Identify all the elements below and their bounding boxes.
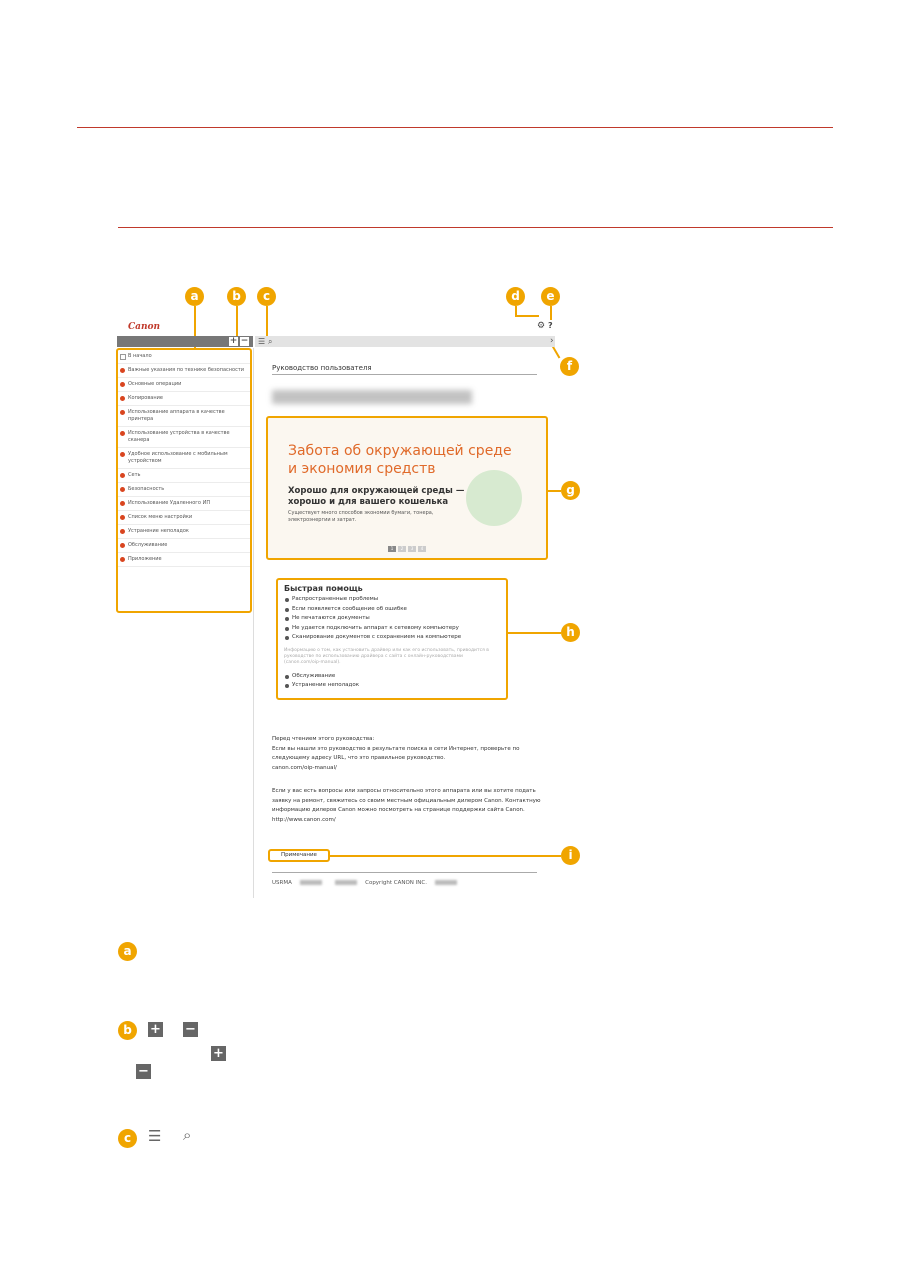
toc-item[interactable]: Важные указания по технике безопасности: [118, 364, 250, 378]
chapter-icon: [120, 396, 125, 401]
toc-item[interactable]: Сеть: [118, 469, 250, 483]
contact-paragraph: [272, 787, 542, 825]
pager-dot[interactable]: 4: [418, 546, 426, 552]
plus-icon: +: [148, 1022, 163, 1037]
minus-icon: −: [183, 1022, 198, 1037]
banner-subhead: Хорошо для окружающей среды — хорошо и для вашего кошелька: [288, 486, 465, 507]
callout-i-line: [330, 855, 561, 857]
intro-line: Перед чтением этого руководства:: [272, 736, 375, 742]
chapter-icon: [120, 452, 125, 457]
legend-callout-b: b: [118, 1021, 137, 1040]
guide-rule: [272, 374, 537, 375]
toc-item[interactable]: Копирование: [118, 392, 250, 406]
chapter-icon: [120, 431, 125, 436]
pager-dot[interactable]: 3: [408, 546, 416, 552]
callout-g: g: [561, 481, 580, 500]
contact-link[interactable]: http://www.canon.com/: [272, 816, 336, 823]
lightbulb-icon: [466, 470, 522, 526]
quick-help-note: Информацию о том, как установить драйвер или как его использовать, приводится в руководстве по использованию драйвера с сайта с онлайн-руководствами (canon.com/oip-manual).: [284, 647, 489, 665]
toc-item[interactable]: Использование Удаленного ИП: [118, 497, 250, 511]
list-icon[interactable]: ☰: [258, 337, 266, 346]
banner-text: Существует много способов экономии бумаги, тонера, электроэнергии и затрат.: [288, 510, 434, 523]
search-icon[interactable]: ⌕: [268, 337, 273, 346]
chapter-icon: [120, 501, 125, 506]
callout-e-line: [550, 306, 552, 320]
minus-icon: −: [136, 1064, 151, 1079]
plus-icon: +: [211, 1046, 226, 1061]
footer-code: USRMA: [272, 880, 292, 886]
chapter-icon: [120, 368, 125, 373]
help-icon[interactable]: ?: [548, 321, 553, 330]
blurred-chip: [300, 880, 322, 885]
quick-help-link[interactable]: Если появляется сообщение об ошибке: [284, 605, 500, 615]
intro-line: Если вы нашли это руководство в результате поиска в сети Интернет, проверьте по следующему адресу URL, что это правильное руководство.: [272, 745, 520, 761]
callout-h: h: [561, 623, 580, 642]
footer-rule: [272, 872, 537, 873]
chapter-icon: [120, 515, 125, 520]
callout-f: f: [560, 357, 579, 376]
banner-headline: Забота об окружающей среде и экономия средств: [288, 443, 512, 477]
legend-callout-c: c: [118, 1129, 137, 1148]
pager-dot[interactable]: 1: [388, 546, 396, 552]
toc-item[interactable]: Использование устройства в качестве сканера: [118, 427, 250, 448]
chapter-icon: [120, 487, 125, 492]
top-rule: [77, 127, 833, 128]
model-name-blurred: [272, 390, 472, 404]
toc-item-home[interactable]: В начало: [118, 350, 250, 364]
toc-item[interactable]: Устранение неполадок: [118, 525, 250, 539]
pager-dot[interactable]: 2: [398, 546, 406, 552]
chapter-icon: [120, 557, 125, 562]
collapse-all-button[interactable]: −: [240, 336, 249, 346]
callout-e: e: [541, 287, 560, 306]
chapter-icon: [120, 529, 125, 534]
quick-help-link[interactable]: Устранение неполадок: [284, 681, 500, 691]
callout-a: a: [185, 287, 204, 306]
gear-icon[interactable]: ⚙: [537, 321, 546, 331]
quick-help-link[interactable]: Не печатаются документы: [284, 614, 500, 624]
quick-help-link[interactable]: Не удается подключить аппарат к сетевому компьютеру: [284, 624, 500, 634]
quick-help-link[interactable]: Распространенные проблемы: [284, 595, 500, 605]
callout-h-line: [508, 632, 561, 634]
expand-all-button[interactable]: +: [229, 336, 238, 346]
toc-item[interactable]: Обслуживание: [118, 539, 250, 553]
search-icon: ⌕: [183, 1126, 192, 1144]
toc-item[interactable]: Приложение: [118, 553, 250, 567]
callout-g-line: [548, 490, 561, 492]
callout-c-line: [266, 306, 268, 336]
contact-text: Если у вас есть вопросы или запросы относительно этого аппарата или вы хотите подать заявку на ремонт, свяжитесь со своим местным официальным дилером Canon. Контактную информацию дилеров Canon можно посмотреть на странице поддержки сайта Canon.: [272, 788, 541, 813]
chapter-icon: [120, 410, 125, 415]
toc-item[interactable]: Использование аппарата в качестве принтера: [118, 406, 250, 427]
intro-paragraph: [272, 735, 542, 773]
topic-banner[interactable]: [266, 416, 548, 560]
toc-item[interactable]: Основные операции: [118, 378, 250, 392]
toc-item[interactable]: Список меню настройки: [118, 511, 250, 525]
chapter-icon: [120, 382, 125, 387]
list-icon: ☰: [148, 1127, 162, 1145]
toc-item[interactable]: Удобное использование с мобильным устройством: [118, 448, 250, 469]
section-rule: [118, 227, 833, 228]
callout-b-line: [236, 306, 238, 336]
table-of-contents: [116, 348, 252, 613]
pane-divider[interactable]: [253, 348, 254, 898]
guide-title: Руководство пользователя: [272, 364, 372, 372]
toc-item[interactable]: Безопасность: [118, 483, 250, 497]
legend-callout-a: a: [118, 942, 137, 961]
quick-help-link[interactable]: Обслуживание: [284, 672, 500, 682]
banner-pager: [388, 546, 426, 552]
callout-i: i: [561, 846, 580, 865]
canon-logo[interactable]: Canon: [128, 322, 161, 332]
quick-help-link[interactable]: Сканирование документов с сохранением на компьютере: [284, 633, 500, 643]
callout-f-line: [552, 345, 561, 358]
chevron-right-icon[interactable]: ›: [550, 336, 554, 346]
intro-link[interactable]: canon.com/oip-manual/: [272, 764, 337, 771]
footer: [272, 880, 463, 886]
chapter-icon: [120, 543, 125, 548]
callout-d: d: [506, 287, 525, 306]
quick-help-title: Быстрая помощь: [284, 584, 363, 593]
content-toolbar: [255, 336, 555, 347]
blurred-chip: [435, 880, 457, 885]
callout-d-hline: [515, 315, 539, 317]
home-icon: [120, 354, 126, 360]
callout-b: b: [227, 287, 246, 306]
chapter-icon: [120, 473, 125, 478]
footer-copyright: Copyright CANON INC.: [365, 880, 427, 886]
quick-help-panel: [276, 578, 508, 700]
note-button[interactable]: Примечание: [268, 849, 330, 862]
blurred-chip: [335, 880, 357, 885]
callout-c: c: [257, 287, 276, 306]
